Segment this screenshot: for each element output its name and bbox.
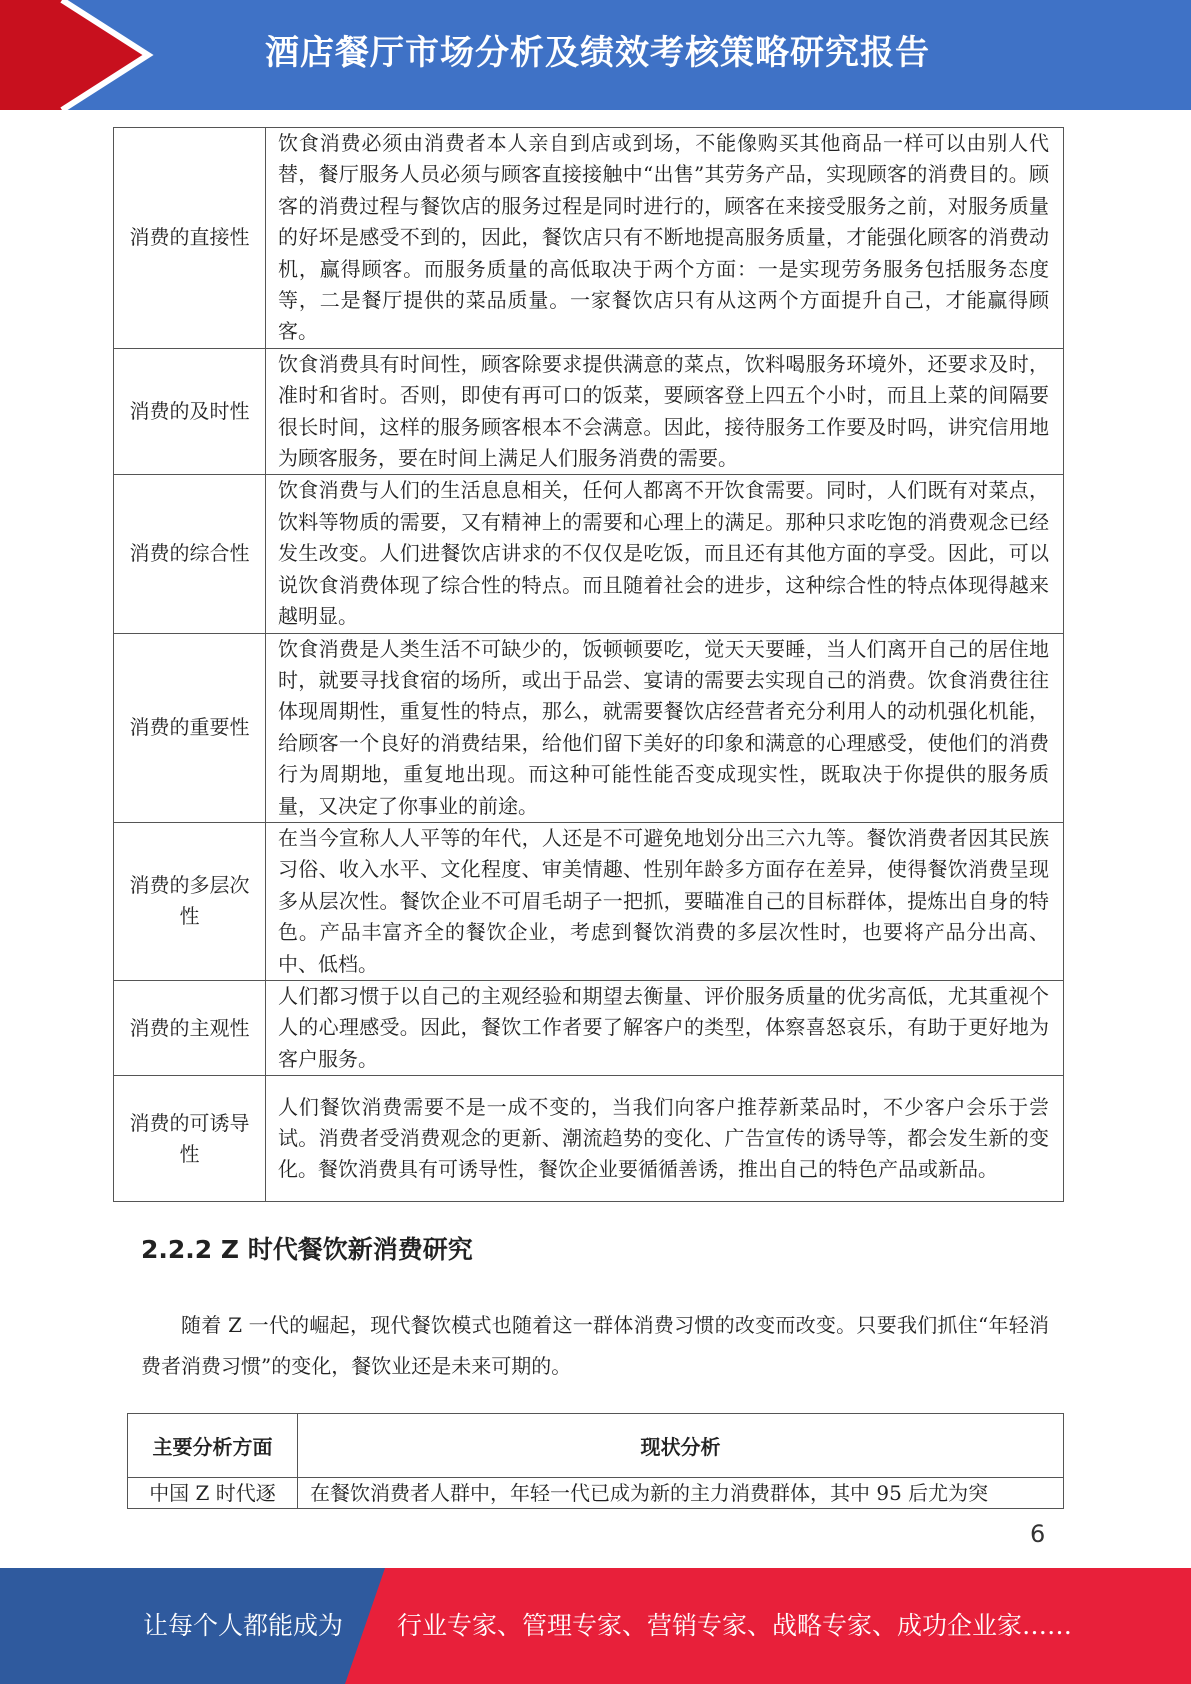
table-row <box>114 633 1064 822</box>
row-key: 消费的综合性 <box>114 475 266 633</box>
footer-slogan-left: 让每个人都能成为 <box>143 1611 344 1640</box>
row-value: 饮食消费与人们的生活息息相关，任何人都离不开饮食需要。同时，人们既有对菜点，饮料等物质的需要，又有精神上的需要和心理上的满足。那种只求吃饱的消费观念已经发生改变。人们进餐饮店讲求的不仅仅是吃饭，而且还有其他方面的享受。因此，可以说饮食消费体现了综合性的特点。而且随着社会的进步，这种综合性的特点体现得越来越明显。 <box>266 475 1064 633</box>
page-footer <box>0 1568 1191 1684</box>
table-row <box>114 1076 1064 1202</box>
analysis-table <box>127 1413 1064 1509</box>
row-key: 消费的可诱导性 <box>114 1076 266 1202</box>
table-cell: 中国 Z 时代逐 <box>128 1478 298 1509</box>
footer-slogan-right: 行业专家、管理专家、营销专家、战略专家、成功企业家…… <box>397 1611 1073 1640</box>
table-row <box>114 128 1064 349</box>
page-number: 6 <box>1030 1520 1046 1548</box>
report-title: 酒店餐厅市场分析及绩效考核策略研究报告 <box>265 33 930 73</box>
body-paragraph: 随着 Z 一代的崛起，现代餐饮模式也随着这一群体消费习惯的改变而改变。只要我们抓住“年轻消费者消费习惯”的变化，餐饮业还是未来可期的。 <box>141 1313 1049 1378</box>
column-header: 现状分析 <box>298 1414 1064 1478</box>
table-row <box>114 475 1064 633</box>
row-key: 消费的多层次性 <box>114 822 266 980</box>
table-row <box>114 348 1064 475</box>
page-header <box>0 0 1191 110</box>
row-key: 消费的及时性 <box>114 348 266 475</box>
row-key: 消费的直接性 <box>114 128 266 349</box>
row-value: 在当今宣称人人平等的年代，人还是不可避免地划分出三六九等。餐饮消费者因其民族习俗、收入水平、文化程度、审美情趣、性别年龄多方面存在差异，使得餐饮消费呈现多从层次性。餐饮企业不可眉毛胡子一把抓，要瞄准自己的目标群体，提炼出自身的特色。产品丰富齐全的餐饮企业，考虑到餐饮消费的多层次性时，也要将产品分出高、中、低档。 <box>266 822 1064 980</box>
table-header-row <box>128 1414 1064 1478</box>
row-key: 消费的重要性 <box>114 633 266 822</box>
row-value: 饮食消费具有时间性，顾客除要求提供满意的菜点，饮料喝服务环境外，还要求及时，准时和省时。否则，即使有再可口的饭菜，要顾客登上四五个小时，而且上菜的间隔要很长时间，这样的服务顾客根本不会满意。因此，接待服务工作要及时吗，讲究信用地为顾客服务，要在时间上满足人们服务消费的需要。 <box>266 348 1064 475</box>
row-value: 饮食消费必须由消费者本人亲自到店或到场，不能像购买其他商品一样可以由别人代替，餐厅服务人员必须与顾客直接接触中“出售”其劳务产品，实现顾客的消费目的。顾客的消费过程与餐饮店的服务过程是同时进行的，顾客在来接受服务之前，对服务质量的好坏是感受不到的，因此，餐饮店只有不断地提高服务质量，才能强化顾客的消费动机，赢得顾客。而服务质量的高低取决于两个方面：一是实现劳务服务包括服务态度等，二是餐厅提供的菜品质量。一家餐饮店只有从这两个方面提升自己，才能赢得顾客。 <box>266 128 1064 349</box>
row-value: 人们都习惯于以自己的主观经验和期望去衡量、评价服务质量的优劣高低，尤其重视个人的心理感受。因此，餐饮工作者要了解客户的类型，体察喜怒哀乐，有助于更好地为客户服务。 <box>266 980 1064 1075</box>
table-row <box>114 822 1064 980</box>
table-cell: 在餐饮消费者人群中，年轻一代已成为新的主力消费群体，其中 95 后尤为突 <box>298 1478 1064 1509</box>
consumption-characteristics-table <box>113 127 1064 1202</box>
table-row <box>114 980 1064 1075</box>
row-value: 饮食消费是人类生活不可缺少的，饭顿顿要吃，觉天天要睡，当人们离开自己的居住地时，就要寻找食宿的场所，或出于品尝、宴请的需要去实现自己的消费。饮食消费往往体现周期性，重复性的特点，那么，就需要餐饮店经营者充分利用人的动机强化机能，给顾客一个良好的消费结果，给他们留下美好的印象和满意的心理感受，使他们的消费行为周期地，重复地出现。而这种可能性能否变成现实性，既取决于你提供的服务质量，又决定了你事业的前途。 <box>266 633 1064 822</box>
row-key: 消费的主观性 <box>114 980 266 1075</box>
row-value: 人们餐饮消费需要不是一成不变的，当我们向客户推荐新菜品时，不少客户会乐于尝试。消费者受消费观念的更新、潮流趋势的变化、广告宣传的诱导等，都会发生新的变化。餐饮消费具有可诱导性，餐饮企业要循循善诱，推出自己的特色产品或新品。 <box>266 1076 1064 1202</box>
section-heading: 2.2.2 Z 时代餐饮新消费研究 <box>141 1235 473 1264</box>
table-row <box>128 1478 1064 1509</box>
column-header: 主要分析方面 <box>128 1414 298 1478</box>
